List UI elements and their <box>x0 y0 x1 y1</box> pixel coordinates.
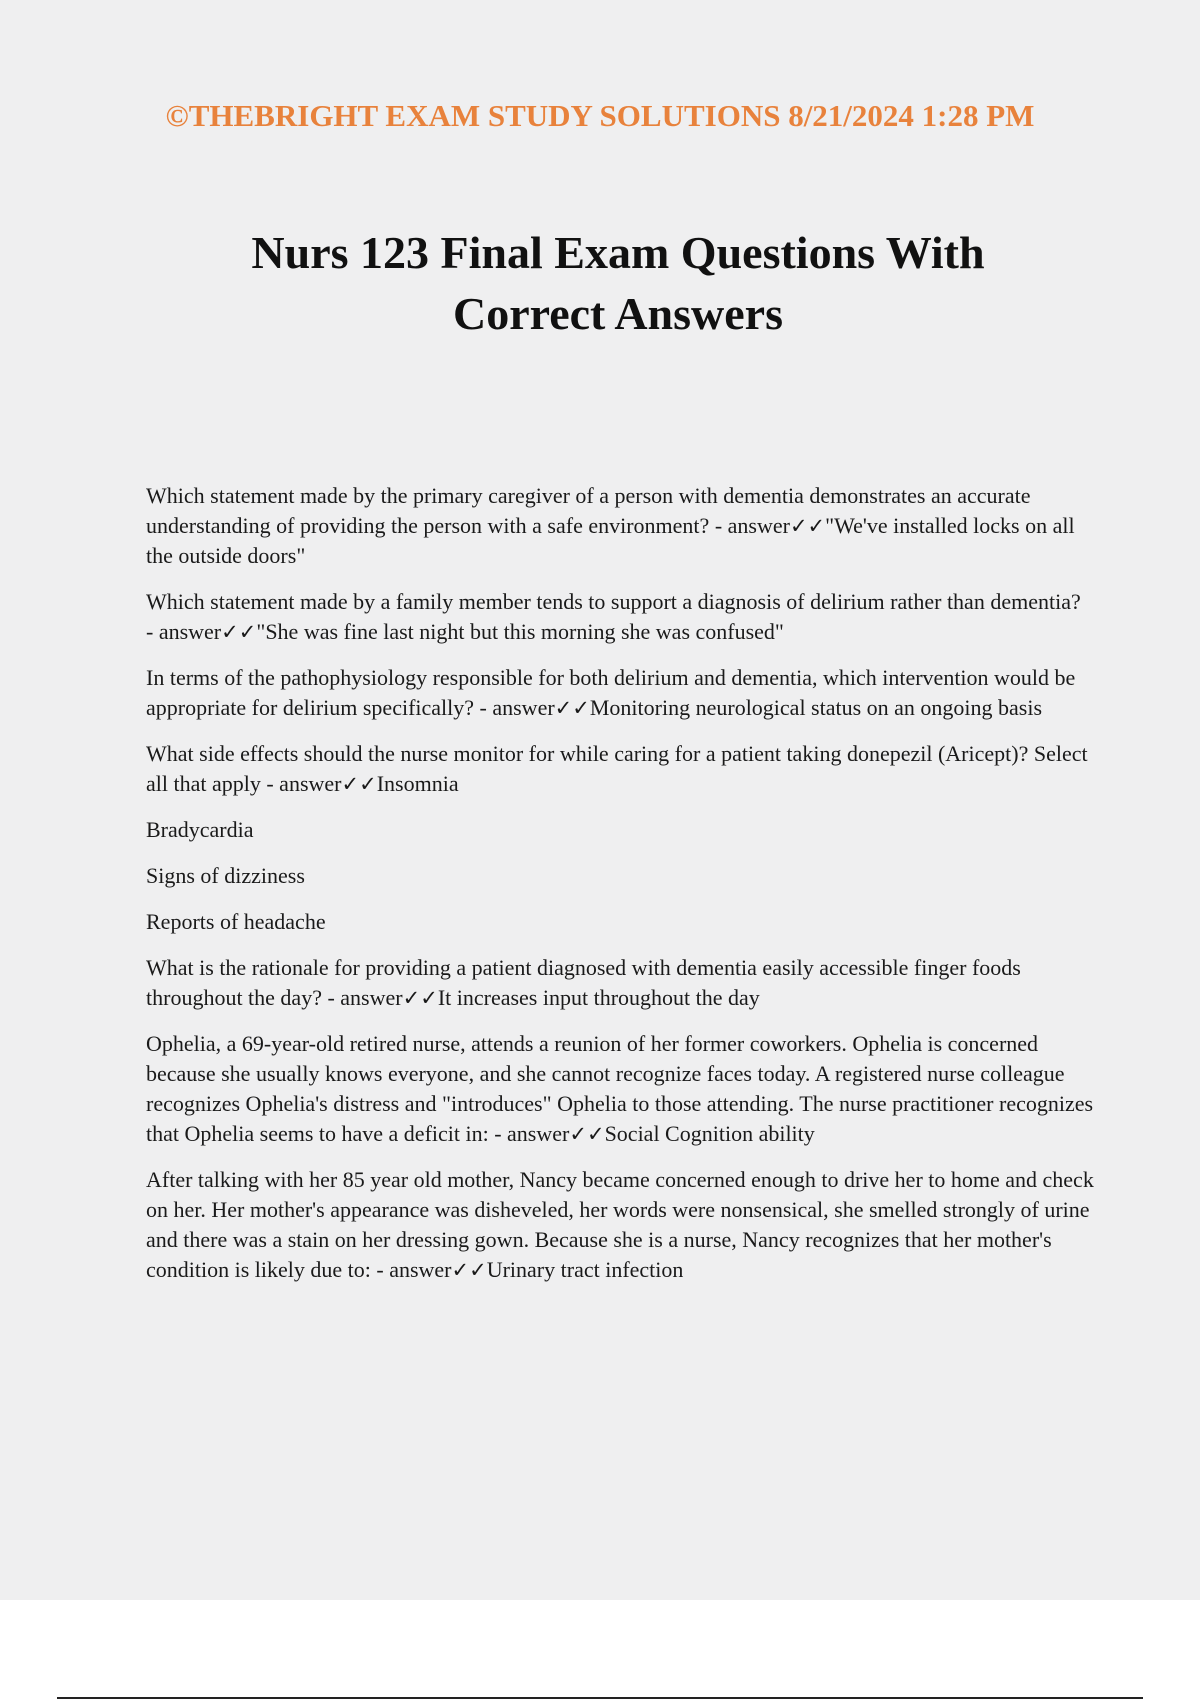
double-check-icon: ✓✓ <box>402 986 438 1010</box>
answer-prefix: - answer <box>146 619 222 644</box>
question-text: Which statement made by a family member tends to support a diagnosis of delirium rather than dementia? <box>146 589 1081 614</box>
double-check-icon: ✓✓ <box>221 620 257 644</box>
qa-item <box>146 739 1096 799</box>
page-divider <box>57 1697 1143 1699</box>
qa-item <box>146 953 1096 1013</box>
answer-text: Social Cognition ability <box>604 1121 815 1146</box>
question-text: After talking with her 85 year old mother, Nancy became concerned enough to drive her to home and check on her. Her mother's appearance was disheveled, her words were nonsensical, she smelled strongly of urine and there was a stain on her dressing gown. Because she is a nurse, Nancy recognizes that her mother's condition is likely due to: <box>146 1167 1094 1282</box>
answer-text: Insomnia <box>376 771 459 796</box>
watermark-text: THEBRIGHT EXAM STUDY SOLUTIONS 8/21/2024 1:28 PM <box>188 98 1035 133</box>
qa-list <box>146 481 1096 1301</box>
answer-text: "She was fine last night but this morning she was confused" <box>256 619 784 644</box>
answer-option: Reports of headache <box>146 909 326 934</box>
answer-prefix: - answer <box>709 513 790 538</box>
qa-item <box>146 481 1096 571</box>
double-check-icon: ✓✓ <box>569 1122 605 1146</box>
answer-option: Signs of dizziness <box>146 863 305 888</box>
answer-prefix: - answer <box>474 695 555 720</box>
question-text: What is the rationale for providing a patient diagnosed with dementia easily accessible finger foods throughout the day? <box>146 955 1021 1010</box>
qa-item <box>146 1029 1096 1149</box>
watermark-header <box>0 98 1200 134</box>
answer-text: "We've installed locks on all the outside doors" <box>146 513 1075 568</box>
double-check-icon: ✓✓ <box>451 1258 487 1282</box>
question-text: Ophelia, a 69-year-old retired nurse, attends a reunion of her former coworkers. Ophelia is concerned because she usually knows everyone, and she cannot recognize faces today. A registered nurse colleague recognizes Ophelia's distress and "introduces" Ophelia to those attending. The nurse practitioner recognizes that Ophelia seems to have a deficit in: <box>146 1031 1094 1146</box>
title-line-1: Nurs 123 Final Exam Questions With <box>251 227 985 278</box>
qa-item <box>146 587 1096 647</box>
double-check-icon: ✓✓ <box>341 772 377 796</box>
question-text: What side effects should the nurse monitor for while caring for a patient taking donepezil (Aricept)? Select all that apply <box>146 741 1088 796</box>
title-line-2: Correct Answers <box>453 288 783 339</box>
qa-item <box>146 663 1096 723</box>
answer-prefix: - answer <box>321 985 403 1010</box>
question-text: Which statement made by the primary caregiver of a person with dementia demonstrates an accurate understanding of providing the person with a safe environment? <box>146 483 1031 538</box>
answer-text: Urinary tract infection <box>486 1257 684 1282</box>
document-title <box>0 222 1200 344</box>
question-text: In terms of the pathophysiology responsible for both delirium and dementia, which intervention would be appropriate for delirium specifically? <box>146 665 1076 720</box>
copyright-symbol: © <box>165 98 189 133</box>
answer-prefix: - answer <box>488 1121 570 1146</box>
answer-text: Monitoring neurological status on an ongoing basis <box>589 695 1043 720</box>
answer-text: It increases input throughout the day <box>437 985 760 1010</box>
double-check-icon: ✓✓ <box>554 696 590 720</box>
answer-prefix: - answer <box>370 1257 452 1282</box>
qa-item <box>146 1165 1096 1285</box>
double-check-icon: ✓✓ <box>789 514 826 538</box>
answer-prefix: - answer <box>260 771 342 796</box>
answer-option: Bradycardia <box>146 817 254 842</box>
